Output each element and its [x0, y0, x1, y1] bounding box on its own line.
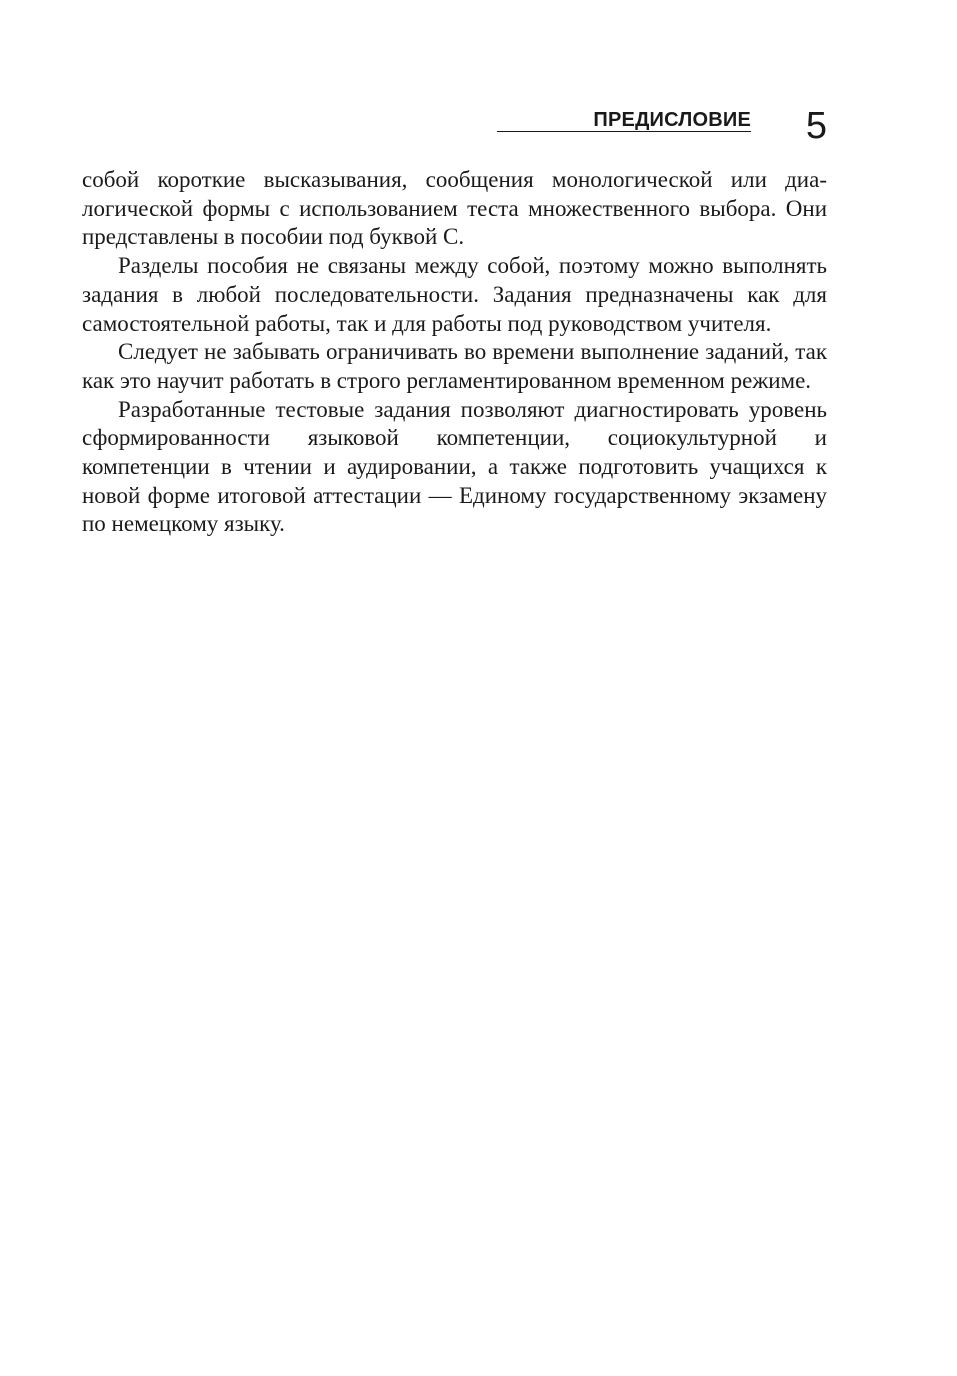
section-title: ПРЕДИСЛОВИЕ: [593, 109, 751, 131]
page-number: 5: [805, 105, 827, 147]
paragraph: Следует не забывать ограничивать во времени выполнение заданий, так как это научит работать в строго регламентированном временном режиме.: [82, 339, 827, 393]
paragraph: Разделы пособия не связаны между собой, поэтому можно выполнять задания в любой последовательности. Задания предназначены как для самостоятельной работы, так и для работы под руководством учителя.: [82, 253, 827, 336]
body-text: [82, 166, 827, 539]
paragraph: Разработанные тестовые задания позволяют диагностировать уровень сформированности языковой компетенции, социокультурной и компетенции в чтении и аудировании, а также подготовить учащихся к новой форме итоговой аттестации — Единому государственному экзамену по немецкому языку.: [82, 396, 827, 537]
paragraph-continuation: собой короткие высказывания, сообщения монологической или диалогической формы с использованием теста множественного выбора. Они представлены в пособии под буквой С.: [82, 167, 827, 250]
running-head: [497, 104, 827, 148]
